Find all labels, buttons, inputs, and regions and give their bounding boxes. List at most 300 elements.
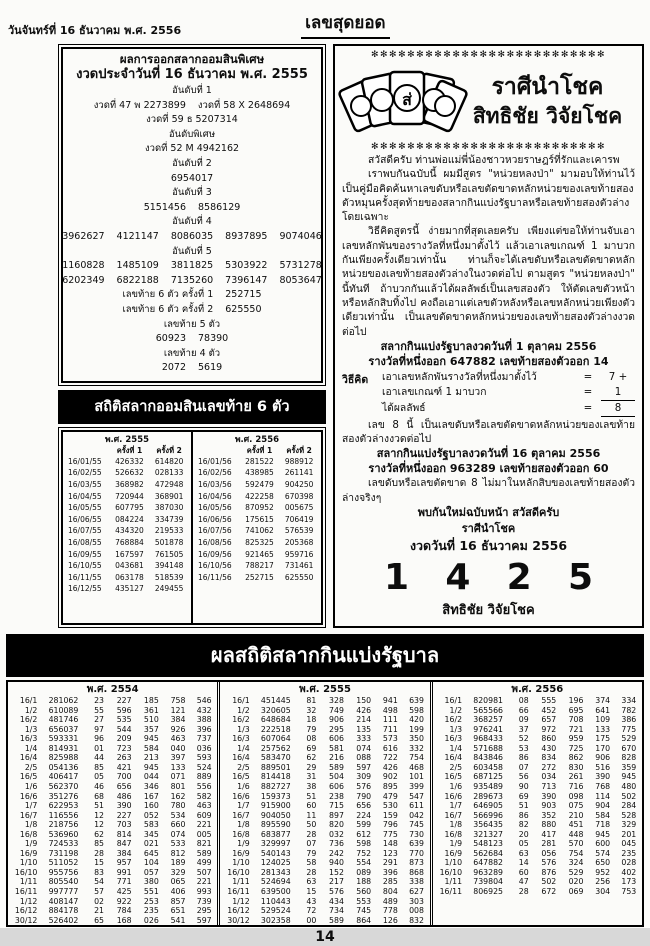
gov-cell: 1/2 — [24, 705, 38, 715]
gov-cell: 884178 — [48, 906, 79, 916]
gov-cell: 672 — [541, 886, 557, 896]
gov-cell: 507 — [196, 867, 212, 877]
issue-date: วันจันทร์ที่ 16 ธันวาคม พ.ศ. 2556 — [8, 24, 182, 37]
gov-cell: 510 — [143, 715, 159, 725]
stats-col1-header: ครั้งที่ 1 — [246, 445, 273, 455]
gov-cell: 16/5 — [19, 772, 38, 782]
gov-cell: 16/11 — [227, 886, 250, 896]
gov-row — [220, 734, 429, 744]
gov-cell: 345 — [143, 829, 159, 839]
stats-cell: 175615 — [245, 514, 274, 524]
gov-cell: 616 — [382, 743, 398, 753]
gov-cell: 16/2 — [444, 715, 463, 725]
gov-cell: 356435 — [473, 820, 503, 830]
gov-cell: 583470 — [260, 753, 291, 763]
gov-row — [220, 715, 429, 725]
equals-sign: = — [583, 386, 593, 399]
stats-cell: 261141 — [284, 468, 314, 478]
gov-cell: 16/2 — [19, 715, 38, 725]
gov-cell: 945 — [143, 734, 159, 744]
gov-cell: 1/11 — [19, 877, 38, 887]
gov-cell: 716 — [568, 781, 584, 791]
gov-cell: 104 — [143, 858, 159, 868]
gov-cell: 51 — [94, 801, 104, 811]
gov-cell: 52 — [518, 734, 529, 744]
results-value: เลขท้าย 4 ตัว — [163, 347, 221, 359]
gov-cell: 926 — [170, 724, 186, 734]
horoscope-column — [333, 44, 644, 628]
gov-cell: 426 — [356, 705, 372, 715]
gov-cell: 749 — [329, 705, 344, 715]
gov-cell: 502 — [621, 791, 637, 801]
example2-title: สลากกินแบ่งรัฐบาลงวดวันที่ 16 ตุลาคม 2556 — [376, 447, 601, 461]
gov-cell: 82 — [518, 820, 529, 830]
gov-row — [8, 792, 217, 802]
gov-cell: 627 — [409, 886, 424, 896]
results-line — [68, 172, 316, 187]
results-lines — [62, 84, 322, 376]
results-value: งวดที่ 58 X 2648694 — [197, 99, 291, 111]
gov-cell: 593 — [196, 753, 212, 763]
gov-row — [8, 753, 217, 763]
stats-cell: 249455 — [154, 584, 184, 594]
gov-row — [220, 858, 429, 868]
gov-cell: 020 — [568, 877, 584, 887]
results-value: งวดที่ 47 พ 2273899 — [93, 99, 186, 111]
gov-cell: 16/6 — [232, 791, 250, 801]
gov-cell: 16/1 — [444, 696, 463, 706]
gov-cell: 57 — [94, 886, 104, 896]
gov-cell: 185 — [143, 696, 159, 706]
results-value: 6822188 — [116, 274, 159, 286]
gov-cell: 396 — [382, 867, 398, 877]
top-section — [58, 44, 644, 628]
stats-row — [65, 572, 189, 584]
gov-cell: 109 — [595, 715, 611, 725]
stats-cell: 576539 — [284, 526, 314, 536]
gov-cell: 959 — [568, 734, 584, 744]
gov-row — [8, 725, 217, 735]
stats-row — [65, 502, 189, 514]
gov-cell: 753 — [621, 886, 637, 896]
gov-cell: 463 — [196, 801, 212, 811]
stats-subheader — [65, 446, 189, 456]
gov-cell: 2/5 — [449, 762, 463, 772]
gov-cell: 28 — [518, 886, 529, 896]
gov-cell: 708 — [568, 715, 584, 725]
stats-row — [195, 560, 319, 572]
gov-row — [433, 877, 642, 887]
gov-cell: 304 — [595, 886, 611, 896]
results-line — [68, 84, 316, 99]
savings-results-inner — [61, 47, 323, 383]
gov-cell: 734 — [329, 906, 344, 916]
stats-row — [195, 549, 319, 561]
greeting-paragraph: สวัสดีครับ ท่านพ่อแม่พี่น้องชาวหวยราษฎร์ที่รักและเคารพ — [368, 154, 620, 166]
stats-cell: 16/12/55 — [68, 584, 102, 594]
gov-cell: 374 — [595, 696, 611, 706]
gov-stats-banner: ผลสถิติสลากกินแบ่งรัฐบาล — [6, 634, 644, 677]
gov-cell: 940 — [329, 858, 344, 868]
stats-row — [65, 456, 189, 468]
results-line — [68, 113, 316, 128]
gov-cell: 1/11 — [444, 877, 463, 887]
gov-cell: 346 — [143, 781, 159, 791]
gov-cell: 065 — [170, 877, 186, 887]
gov-cell: 16/12 — [227, 906, 250, 916]
gov-cell: 805540 — [48, 877, 79, 887]
stats-row — [65, 467, 189, 479]
gov-cell: 352 — [541, 810, 557, 820]
gov-row — [433, 706, 642, 716]
star-divider-top: ✻✻✻✻✻✻✻✻✻✻✻✻✻✻✻✻✻✻✻✻✻✻✻✻✻✻ — [370, 50, 607, 60]
results-line — [68, 288, 316, 303]
results-value: 8937895 — [225, 230, 268, 242]
stats-col2-header: ครั้งที่ 2 — [286, 445, 312, 455]
results-value: เลขท้าย 6 ตัว ครั้งที่ 1 — [122, 289, 214, 301]
gov-cell: 589 — [196, 848, 212, 858]
gov-cell: 65 — [94, 915, 104, 925]
gov-row — [433, 734, 642, 744]
gov-cell: 28 — [94, 848, 104, 858]
example1-title: สลากกินแบ่งรัฐบาลงวดวันที่ 1 ตุลาคม 2556 — [380, 339, 597, 353]
gov-cell: 135 — [356, 724, 372, 734]
gov-cell: 16/7 — [232, 810, 250, 820]
stats-cell: 16/05/55 — [68, 503, 102, 513]
gov-cell: 089 — [356, 867, 372, 877]
gov-cell: 657 — [541, 715, 557, 725]
gov-row — [8, 801, 217, 811]
gov-stats-table — [6, 680, 644, 927]
method-rows — [342, 370, 635, 417]
gov-cell: 700 — [116, 772, 132, 782]
gov-row — [8, 897, 217, 907]
savings-results-title: ผลการออกสลากออมสินพิเศษ — [119, 52, 265, 66]
gov-cell: 796 — [382, 820, 398, 830]
gov-cell: 806925 — [473, 886, 503, 896]
gov-cell: 16/11 — [439, 886, 463, 896]
stats-row — [195, 572, 319, 584]
gov-cell: 170 — [595, 743, 611, 753]
gov-cell: 309 — [356, 772, 372, 782]
gov-cell: 045 — [621, 839, 637, 849]
stats-cell: 16/06/56 — [198, 514, 232, 524]
gov-cell: 645 — [143, 848, 159, 858]
gov-cell: 380 — [143, 877, 159, 887]
gov-cell: 903 — [541, 801, 557, 811]
gov-row — [220, 820, 429, 830]
savings-stats-subtable — [193, 432, 321, 623]
gov-cell: 991 — [116, 867, 132, 877]
results-value: อันดับที่ 1 — [172, 85, 212, 96]
gov-cell: 641 — [595, 705, 611, 715]
gov-cell: 597 — [196, 915, 212, 925]
gov-cell: 687125 — [473, 772, 503, 782]
results-line — [68, 186, 316, 201]
gov-row — [220, 811, 429, 821]
stats-cell: 063178 — [115, 572, 144, 582]
gov-cell: 426 — [382, 762, 398, 772]
stats-cell: 16/10/55 — [68, 561, 102, 571]
stats-cell: 334739 — [154, 514, 184, 524]
gov-cell: 1/6 — [24, 781, 38, 791]
gov-cell: 646905 — [473, 801, 503, 811]
gov-row — [220, 801, 429, 811]
horoscope-title: ราศีนำโชค — [491, 74, 604, 100]
gov-cell: 384 — [170, 715, 186, 725]
results-value: 1160828 — [62, 260, 105, 272]
stats-cell: 741062 — [245, 526, 274, 536]
stats-cell: 16/02/55 — [68, 468, 102, 478]
results-value: 7135260 — [170, 274, 214, 286]
results-line — [68, 142, 316, 157]
gov-cell: 581 — [329, 743, 344, 753]
stats-row — [65, 491, 189, 503]
gov-cell: 85 — [94, 839, 104, 849]
gov-cell: 83 — [94, 867, 104, 877]
gov-cell: 660 — [170, 820, 186, 830]
gov-cell: 1/7 — [24, 801, 38, 811]
gov-cell: 16/3 — [19, 734, 38, 744]
horoscope-author-title: สิทธิชัย วิจัยโชค — [472, 104, 623, 128]
method-text: ได้ผลลัพธ์ — [382, 402, 426, 415]
gov-cell: 566996 — [473, 810, 503, 820]
gov-cell: 81 — [306, 696, 317, 706]
gov-cell: 421 — [116, 762, 132, 772]
gov-cell: 167 — [143, 791, 159, 801]
gov-cell: 782 — [621, 705, 637, 715]
gov-cell: 582 — [196, 791, 212, 801]
gov-cell: 53 — [518, 743, 529, 753]
results-value: 9074046 — [279, 230, 322, 242]
gov-cell: 408147 — [48, 896, 79, 906]
gov-cell: 028 — [621, 858, 637, 868]
results-line — [68, 318, 316, 333]
gov-cell: 529 — [621, 734, 637, 744]
gov-cell: 430 — [541, 743, 557, 753]
results-line — [68, 245, 316, 260]
gov-cell: 968433 — [473, 734, 503, 744]
stats-cell: 16/05/56 — [198, 503, 232, 513]
results-value: 60923 — [155, 333, 186, 345]
stats-row — [195, 491, 319, 503]
gov-cell: 074 — [356, 743, 372, 753]
gov-cell: 780 — [170, 801, 186, 811]
stats-row — [65, 479, 189, 491]
gov-cell: 556 — [196, 781, 212, 791]
closing-line-1: พบกันใหม่ฉบับหน้า สวัสดีครับ — [417, 506, 560, 520]
gov-cell: 945 — [595, 829, 611, 839]
results-value: งวดที่ 52 M 4942162 — [144, 143, 240, 155]
stats-cell: 16/07/55 — [68, 526, 102, 536]
gov-cell: 97 — [94, 724, 104, 734]
gov-cell: 08 — [306, 734, 317, 744]
gov-cell: 560 — [356, 886, 372, 896]
stats-cell: 706419 — [284, 514, 314, 524]
gov-cell: 952 — [595, 867, 611, 877]
results-value: 7396147 — [225, 274, 268, 286]
gov-cell: 30/12 — [14, 915, 38, 925]
gov-row — [433, 715, 642, 725]
gov-cell: 656037 — [48, 724, 79, 734]
results-value: อันดับที่ 4 — [172, 216, 212, 228]
gov-cell: 361 — [143, 705, 159, 715]
gov-cell: 498 — [382, 705, 398, 715]
gov-cell: 16/1 — [19, 696, 38, 706]
gov-cell: 23 — [94, 696, 104, 706]
gov-cell: 55 — [94, 705, 104, 715]
gov-cell: 00 — [306, 915, 317, 925]
gov-row — [220, 906, 429, 916]
gov-cell: 46 — [94, 781, 104, 791]
gov-row — [8, 706, 217, 716]
gov-cell: 16/4 — [232, 753, 250, 763]
stats-cell: 205368 — [284, 538, 314, 548]
gov-cell: 289673 — [473, 791, 503, 801]
gov-row — [433, 696, 642, 706]
gov-cell: 16/3 — [232, 734, 250, 744]
gov-cell: 1/8 — [449, 820, 463, 830]
gov-row — [8, 830, 217, 840]
gov-cell: 647882 — [473, 858, 503, 868]
gov-cell: 175 — [595, 734, 611, 744]
gov-cell: 596 — [116, 705, 132, 715]
method-row — [342, 401, 635, 417]
results-line — [68, 303, 316, 318]
page-title: เลขสุดยอด — [301, 9, 389, 39]
gov-cell: 904 — [595, 801, 611, 811]
gov-cell: 574 — [595, 848, 611, 858]
gov-cell: 880 — [541, 820, 557, 830]
gov-cell: 511052 — [48, 858, 79, 868]
gov-cell: 201 — [621, 829, 637, 839]
star-divider-mid: ✻✻✻✻✻✻✻✻✻✻✻✻✻✻✻✻✻✻✻✻✻✻✻✻✻✻ — [370, 142, 607, 152]
gov-cell: 1/9 — [24, 839, 38, 849]
gov-cell: 434 — [329, 896, 344, 906]
gov-cell: 196 — [568, 696, 584, 706]
gov-cell: 555 — [541, 696, 557, 706]
gov-row — [8, 877, 217, 887]
stats-row — [195, 467, 319, 479]
gov-cell: 804 — [382, 886, 398, 896]
gov-cell: 976241 — [473, 724, 503, 734]
gov-cell: 16/5 — [232, 772, 250, 782]
gov-cell: 915900 — [260, 801, 291, 811]
lucky-digit: 1 — [384, 557, 410, 599]
gov-cell: 814 — [116, 829, 132, 839]
gov-cell: 906 — [329, 715, 344, 725]
gov-cell: 402 — [621, 867, 637, 877]
gov-cell: 830 — [568, 762, 584, 772]
gov-cell: 034 — [541, 772, 557, 782]
results-value: 5151456 — [143, 201, 186, 213]
gov-cell: 088 — [356, 753, 372, 763]
gov-cell: 610089 — [48, 705, 79, 715]
gov-cell: 384 — [116, 848, 132, 858]
stats-cell: 368901 — [154, 491, 184, 501]
gov-cell: 071 — [170, 772, 186, 782]
gov-cell: 235 — [621, 848, 637, 858]
gov-cell: 90 — [518, 781, 529, 791]
gov-cell: 1/6 — [237, 781, 250, 791]
gov-cell: 159373 — [260, 791, 291, 801]
gov-row — [220, 877, 429, 887]
gov-cell: 390 — [541, 791, 557, 801]
gov-cell: 489 — [382, 896, 398, 906]
stats-year-header: พ.ศ. 2555 — [104, 434, 150, 445]
gov-cell: 16/10 — [439, 867, 463, 877]
stats-cell: 387030 — [154, 503, 184, 513]
gov-row — [8, 906, 217, 916]
gov-cell: 406 — [170, 886, 186, 896]
gov-row — [8, 820, 217, 830]
gov-cell: 397 — [170, 753, 186, 763]
stats-cell: 422258 — [245, 491, 274, 501]
gov-cell: 85 — [94, 762, 104, 772]
stats-cell: 167597 — [115, 549, 144, 559]
gov-cell: 257562 — [260, 743, 291, 753]
results-value: 6954017 — [170, 172, 214, 184]
gov-cell: 876 — [541, 867, 557, 877]
gov-cell: 150 — [356, 696, 372, 706]
lucky-digit: 5 — [567, 557, 593, 599]
gov-cell: 480 — [621, 781, 637, 791]
method-row — [342, 370, 635, 385]
gov-cell: 321327 — [473, 829, 503, 839]
gov-cell: 285 — [382, 877, 398, 887]
gov-cell: 864 — [356, 915, 372, 925]
gov-cell: 334 — [621, 696, 637, 706]
gov-cell: 562370 — [48, 781, 79, 791]
results-value: อันดับพิเศษ — [168, 128, 216, 140]
method-label: วิธีคิด — [342, 373, 369, 386]
stats-cell: 501878 — [154, 538, 184, 548]
gov-cell: 281062 — [48, 696, 79, 706]
gov-year-group — [430, 682, 642, 925]
gov-cell: 650 — [595, 858, 611, 868]
gov-cell: 14 — [518, 858, 529, 868]
results-line — [68, 128, 316, 143]
gov-cell: 148 — [382, 839, 398, 849]
gov-cell: 737 — [196, 734, 212, 744]
gov-cell: 611 — [409, 801, 424, 811]
gov-cell: 972 — [541, 724, 557, 734]
gov-cell: 715 — [329, 801, 344, 811]
savings-stats-banner: สถิติสลากออมสินเลขท้าย 6 ตัว — [58, 390, 326, 424]
stats-cell: 921465 — [245, 549, 274, 559]
gov-row — [433, 858, 642, 868]
results-value: 8586129 — [198, 201, 241, 213]
gov-row — [8, 744, 217, 754]
gov-cell: 648684 — [260, 715, 291, 725]
gov-cell: 721 — [568, 724, 584, 734]
gov-cell: 114 — [595, 791, 611, 801]
gov-cell: 906 — [595, 753, 611, 763]
results-value: 6202349 — [62, 274, 105, 286]
gov-cell: 62 — [94, 829, 104, 839]
gov-cell: 328 — [329, 696, 344, 706]
gov-cell: 51 — [518, 801, 529, 811]
gov-cell: 828 — [621, 753, 637, 763]
gov-cell: 573 — [382, 734, 398, 744]
gov-cell: 593331 — [48, 734, 79, 744]
savings-stats-tables — [61, 430, 323, 625]
gov-cell: 775 — [382, 829, 398, 839]
example2-result: รางวัลที่หนึ่งออก 963289 เลขท้ายสองตัวออก 60 — [368, 462, 609, 476]
gov-cell: 221 — [196, 877, 212, 887]
gov-cell: 02 — [94, 896, 104, 906]
gov-cell: 528 — [621, 810, 637, 820]
